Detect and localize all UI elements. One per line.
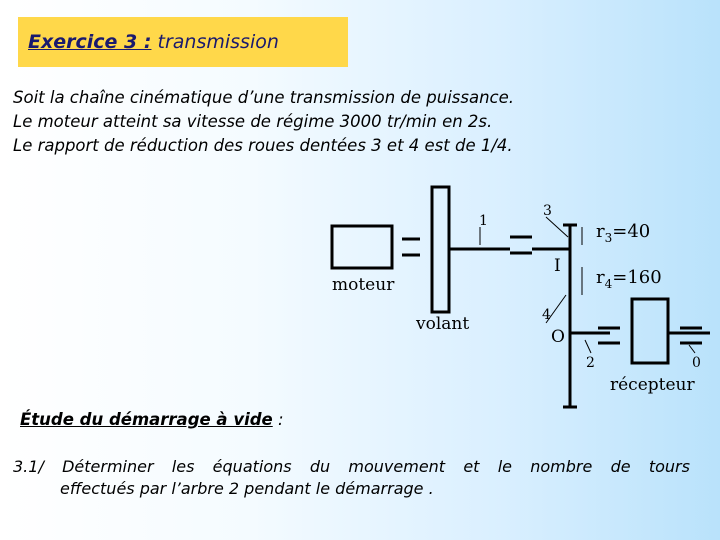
receptor-box: [632, 299, 668, 363]
exercise-title: [18, 17, 348, 67]
point-O: O: [551, 327, 565, 347]
section-suffix: :: [272, 410, 284, 429]
label-4: 4: [542, 307, 551, 323]
question-word: équations: [212, 457, 292, 476]
question-word: mouvement: [348, 457, 446, 476]
question-word: du: [309, 457, 331, 476]
question-word: nombre: [530, 457, 593, 476]
question-word: le: [497, 457, 512, 476]
point-I: I: [554, 256, 561, 276]
leader-line: [585, 340, 591, 353]
question-word: les: [171, 457, 195, 476]
receptor-label: récepteur: [610, 375, 695, 395]
question-number: 3.1/: [13, 457, 44, 476]
section-heading: Étude du démarrage à vide: [20, 410, 273, 429]
r3-label: $r_3=40$: [596, 221, 651, 245]
intro-text: [13, 86, 703, 158]
flywheel-label: volant: [416, 314, 470, 334]
intro-line: Soit la chaîne cinématique d’une transmission de puissance.: [13, 88, 515, 107]
question-line-2: effectués par l’arbre 2 pendant le démarrage .: [60, 479, 434, 498]
label-1: 1: [479, 213, 488, 229]
intro-line: Le moteur atteint sa vitesse de régime 3000 tr/min en 2s.: [13, 112, 493, 131]
question-3-1: [13, 456, 690, 500]
label-3: 3: [543, 203, 552, 219]
label-2: 2: [586, 355, 595, 371]
question-word: et: [463, 457, 480, 476]
flywheel: [432, 187, 449, 312]
kinematic-diagram: [320, 175, 710, 415]
section-title: [20, 410, 284, 429]
question-word: de: [610, 457, 631, 476]
question-word: Déterminer: [62, 457, 154, 476]
leader-line: [546, 217, 568, 237]
label-0: 0: [692, 355, 701, 371]
motor-label: moteur: [332, 275, 395, 295]
intro-line: Le rapport de réduction des roues dentées 3 et 4 est de 1/4.: [13, 136, 513, 155]
question-word: tours: [648, 457, 690, 476]
exercise-number: Exercice 3 :: [28, 31, 152, 53]
exercise-topic: transmission: [157, 31, 279, 53]
leader-line: [689, 345, 695, 353]
question-line-1: [13, 456, 690, 478]
motor-box: [332, 226, 392, 268]
r4-label: $r_4=160$: [596, 267, 662, 291]
